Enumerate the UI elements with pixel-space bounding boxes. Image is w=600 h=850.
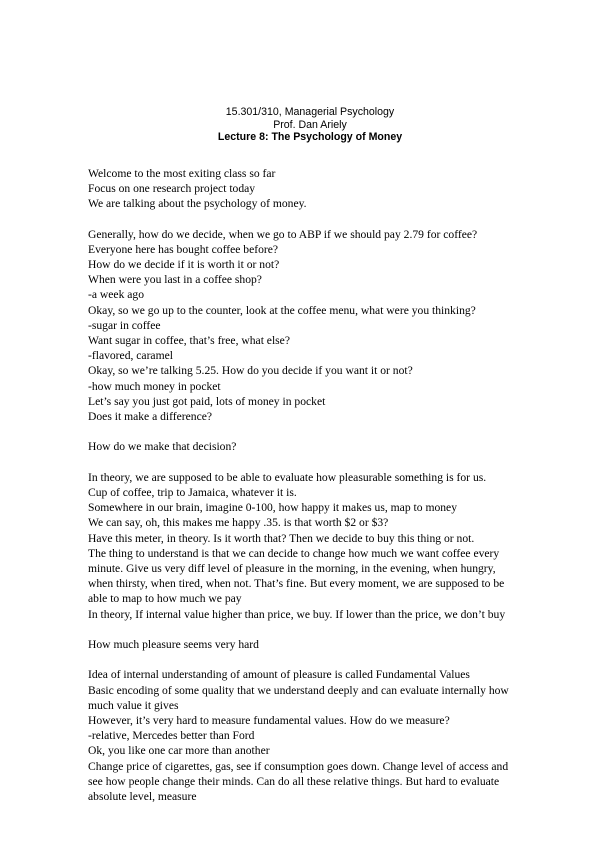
text-line: In theory, we are supposed to be able to evaluate how pleasurable something is for us.: [88, 470, 487, 484]
text-line: Somewhere in our brain, imagine 0-100, how happy it makes us, map to money: [88, 501, 457, 515]
lecture-notes: [88, 166, 520, 804]
text-line: Change price of cigarettes, gas, see if consumption goes down. Change level of access and see how people change their minds. Can do all these relative things. But hard to evaluate absolute level, measure: [88, 759, 509, 804]
paragraph-theory: [88, 470, 520, 622]
text-line: We are talking about the psychology of money.: [88, 197, 307, 211]
text-line: Welcome to the most exiting class so far: [88, 166, 276, 180]
paragraph-pleasure: [88, 637, 520, 652]
text-line: Does it make a difference?: [88, 410, 213, 424]
lecture-header: [100, 106, 520, 144]
text-line: -flavored, caramel: [88, 349, 173, 363]
text-line: Let’s say you just got paid, lots of money in pocket: [88, 394, 326, 408]
professor-name: Prof. Dan Ariely: [273, 118, 347, 131]
text-line: Cup of coffee, trip to Jamaica, whatever it is.: [88, 486, 297, 499]
text-line: Everyone here has bought coffee before?: [88, 242, 279, 256]
course-title: 15.301/310, Managerial Psychology: [225, 106, 395, 118]
text-line: Generally, how do we decide, when we go to ABP if we should pay 2.79 for coffee?: [88, 227, 478, 241]
text-line: Idea of internal understanding of amount of pleasure is called Fundamental Values: [88, 668, 470, 682]
text-line: However, it’s very hard to measure fundamental values. How do we measure?: [88, 714, 450, 728]
text-line: -how much money in pocket: [88, 379, 221, 393]
paragraph-coffee-decision: [88, 227, 520, 425]
lecture-title: Lecture 8: The Psychology of Money: [217, 131, 403, 144]
text-line: Basic encoding of some quality that we understand deeply and can evaluate internally how much value it gives: [88, 683, 509, 712]
text-line: The thing to understand is that we can decide to change how much we want coffee every minute. Give us very diff level of pleasure in the morning, in the evening, when hungry, when thirsty, when tired, when not. That’s fine. But every moment, we are supposed to be able to map to how much we pay: [88, 546, 505, 606]
text-line: Have this meter, in theory. Is it worth that? Then we decide to buy this thing or not.: [88, 531, 475, 545]
text-line: In theory, If internal value higher than price, we buy. If lower than the price, we don’t buy: [88, 607, 506, 621]
text-line: Okay, so we’re talking 5.25. How do you decide if you want it or not?: [88, 364, 413, 378]
text-line: How do we decide if it is worth it or not?: [88, 257, 280, 271]
text-line: -a week ago: [88, 288, 145, 302]
text-line: Focus on one research project today: [88, 181, 256, 195]
text-line: -relative, Mercedes better than Ford: [88, 729, 255, 743]
text-line: -sugar in coffee: [88, 318, 161, 332]
text-line: When were you last in a coffee shop?: [88, 273, 262, 287]
text-line: We can say, oh, this makes me happy .35. is that worth $2 or $3?: [88, 516, 389, 530]
paragraph-decision-question: [88, 439, 520, 454]
text-line: How much pleasure seems very hard: [88, 638, 259, 652]
text-line: How do we make that decision?: [88, 440, 237, 454]
text-line: Ok, you like one car more than another: [88, 744, 270, 758]
paragraph-intro: [88, 166, 520, 212]
text-line: Okay, so we go up to the counter, look at the coffee menu, what were you thinking?: [88, 303, 476, 317]
text-line: Want sugar in coffee, that’s free, what else?: [88, 334, 290, 347]
paragraph-fundamental-values: [88, 667, 520, 804]
